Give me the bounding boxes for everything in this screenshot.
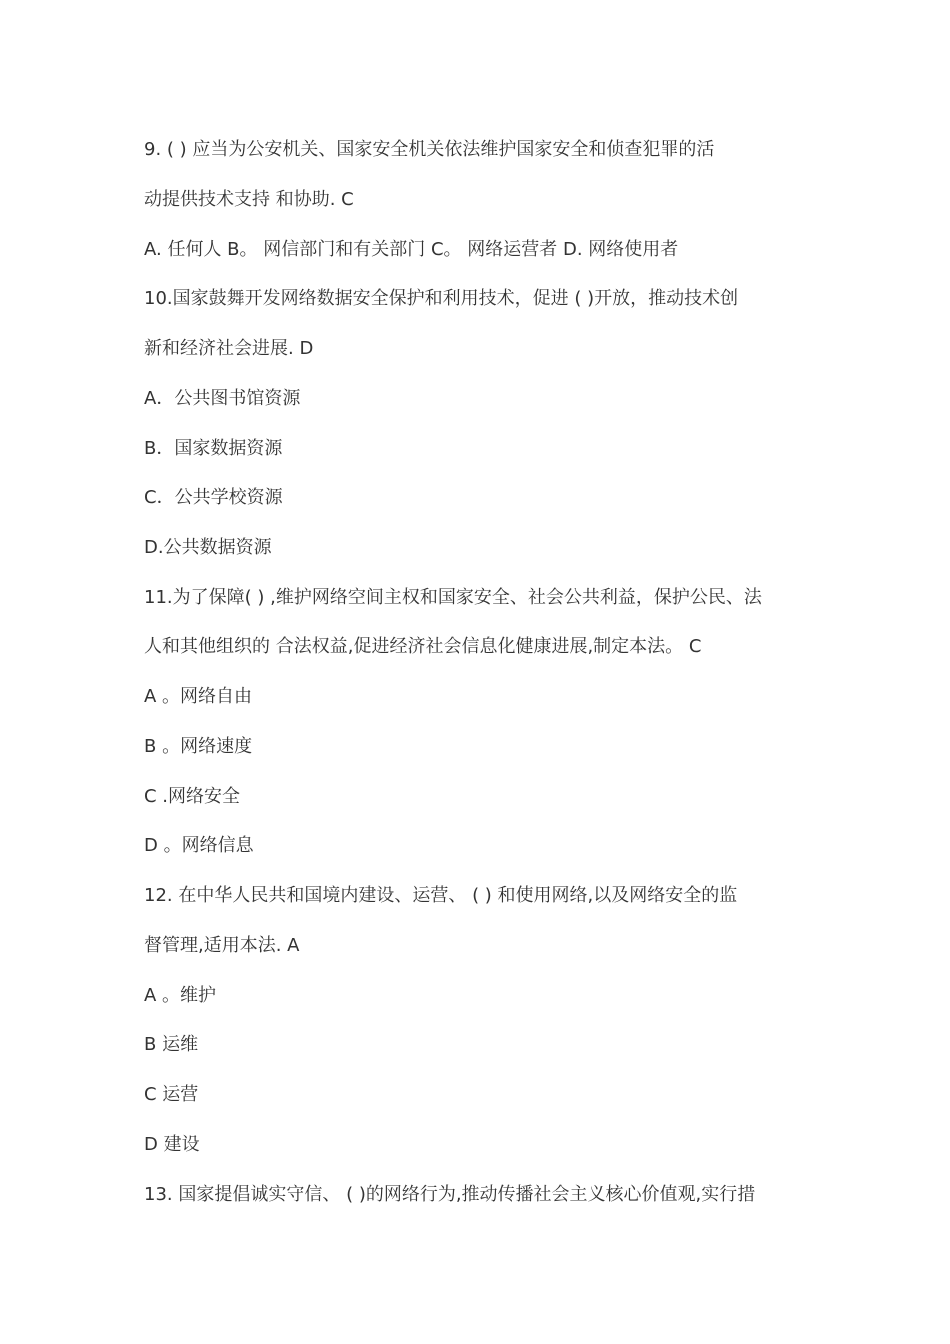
question-10-option-c: C．公共学校资源 xyxy=(144,487,283,508)
question-13-line-1: 13. 国家提倡诚实守信、 ( )的网络行为,推动传播社会主义核心价值观,实行措 xyxy=(144,1184,756,1205)
question-9-options: A. 任何人 B。 网信部门和有关部门 C。 网络运营者 D. 网络使用者 xyxy=(144,239,679,260)
question-10-option-a: A．公共图书馆资源 xyxy=(144,388,301,409)
question-11-line-2: 人和其他组织的 合法权益,促进经济社会信息化健康进展,制定本法。 C xyxy=(144,636,702,657)
question-11-option-c: C .网络安全 xyxy=(144,786,241,807)
question-12-option-c: C 运营 xyxy=(144,1084,199,1105)
question-10-option-d: D.公共数据资源 xyxy=(144,537,272,558)
question-12-option-d: D 建设 xyxy=(144,1134,200,1155)
question-12-line-2: 督管理,适用本法. A xyxy=(144,935,300,956)
question-11-option-b: B 。网络速度 xyxy=(144,736,253,757)
question-10-line-1: 10.国家鼓舞开发网络数据安全保护和利用技术，促进 ( )开放，推动技术创 xyxy=(144,288,739,309)
question-9-line-1: 9. ( ) 应当为公安机关、国家安全机关依法维护国家安全和侦查犯罪的活 xyxy=(144,139,715,160)
question-11-line-1: 11.为了保障( ) ,维护网络空间主权和国家安全、社会公共利益，保护公民、法 xyxy=(144,587,762,608)
question-12-line-1: 12. 在中华人民共和国境内建设、运营、 ( ) 和使用网络,以及网络安全的监 xyxy=(144,885,738,906)
question-11-option-a: A 。网络自由 xyxy=(144,686,253,707)
question-12-option-a: A 。维护 xyxy=(144,985,217,1006)
question-10-line-2: 新和经济社会进展. D xyxy=(144,338,314,359)
question-11-option-d: D 。网络信息 xyxy=(144,835,254,856)
question-12-option-b: B 运维 xyxy=(144,1034,199,1055)
question-9-line-2: 动提供技术支持 和协助. C xyxy=(144,189,354,210)
question-10-option-b: B．国家数据资源 xyxy=(144,438,283,459)
